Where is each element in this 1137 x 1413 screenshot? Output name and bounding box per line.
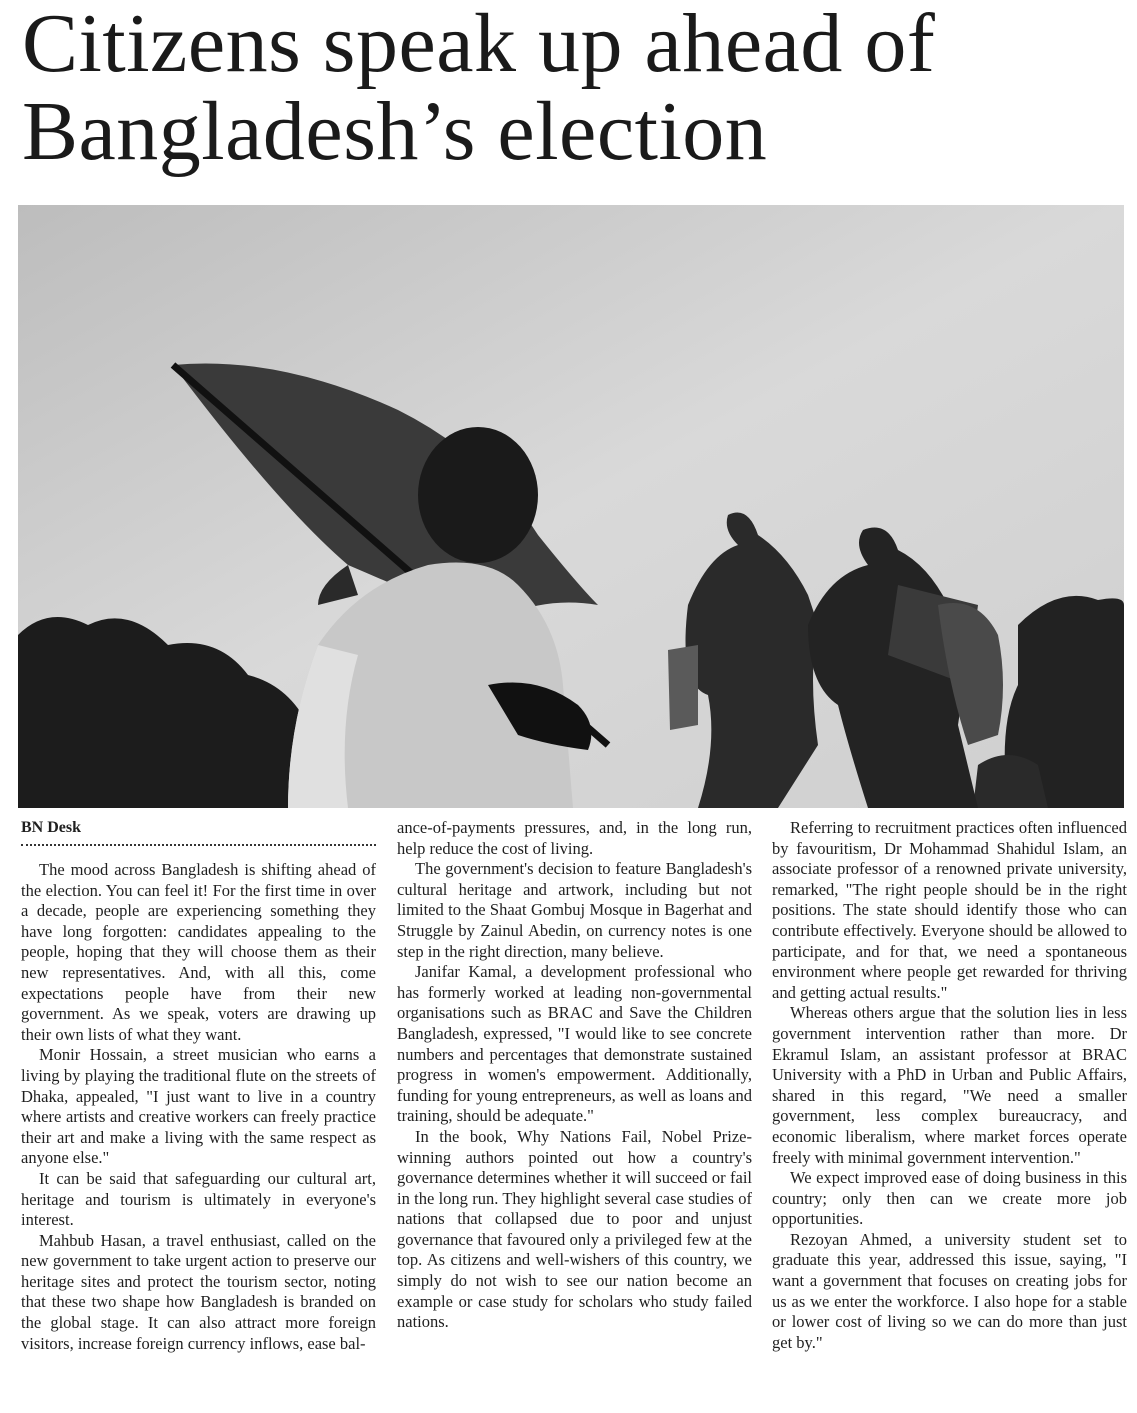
paragraph: Whereas others argue that the solution lies in less government intervention rather than more. Dr Ekramul Islam, an assistant professor at BRAC University with a PhD in Urban and Public Affairs, shared in this regard, "We need a smaller government, less complex bureaucracy, and economic liberalism, where market forces operate freely with minimal government intervention."	[772, 1003, 1127, 1167]
paragraph: Janifar Kamal, a development professional who has formerly worked at leading non-governmental organisations such as BRAC and Save the Children Bangladesh, expressed, "I would like to see concrete numbers and percentages that demonstrate sustained progress in women's empowerment. Additionally, funding for young entrepreneurs, as well as loans and training, should be adequate."	[397, 962, 752, 1126]
paragraph: Mahbub Hasan, a travel enthusiast, called on the new government to take urgent action to preserve our heritage sites and protect the tourism sector, noting that these two shape how Bangladesh is branded on the global stage. It can also attract more foreign visitors, increase foreign currency inflows, ease bal-	[21, 1230, 376, 1353]
paragraph: Rezoyan Ahmed, a university student set to graduate this year, addressed this issue, saying, "I want a government that focuses on creating jobs for us as we enter the workforce. I also hope for a stable or lower cost of living so we can do more than just get by."	[772, 1229, 1127, 1352]
paragraph: In the book, Why Nations Fail, Nobel Prize-winning authors pointed out how a country's governance determines whether it will succeed or fail in the long run. They highlight several case studies of nations that collapsed due to poor and unjust governance that favoured only a privileged few at the top. As citizens and well-wishers of this country, we simply do not wish to see our nation become an example or case study for scholars who study failed nations.	[397, 1126, 752, 1332]
lead-photo	[18, 205, 1124, 808]
column-2	[397, 818, 752, 1333]
paragraph: The mood across Bangladesh is shifting ahead of the election. You can feel it! For the first time in over a decade, people are experiencing something they have long forgotten: candidates appealing to the people, hoping that they will choose them as their new representatives. And, with all this, come expectations people have from their new government. As we speak, voters are drawing up their own lists of what they want.	[21, 860, 376, 1044]
byline: BN Desk	[21, 818, 376, 846]
headline: Citizens speak up ahead of Bangladesh’s election	[22, 0, 936, 178]
paragraph: It can be said that safeguarding our cultural art, heritage and tourism is ultimately in everyone's interest.	[21, 1168, 376, 1230]
paragraph: ance-of-payments pressures, and, in the long run, help reduce the cost of living.	[397, 818, 752, 858]
paragraph: Referring to recruitment practices often influenced by favouritism, Dr Mohammad Shahidul Islam, an associate professor of a renowned private university, remarked, "The right people should be in the right positions. The state should identify those who can contribute effectively. Everyone should be allowed to participate, and for that, we need a spontaneous environment where people get rewarded for thriving and getting actual results."	[772, 818, 1127, 1002]
column-1	[21, 812, 376, 1354]
paragraph: We expect improved ease of doing business in this country; only then can we create more job opportunities.	[772, 1168, 1127, 1229]
paragraph: The government's decision to feature Bangladesh's cultural heritage and artwork, including but not limited to the Shaat Gombuj Mosque in Bagerhat and Struggle by Zainul Abedin, on currency notes is one step in the right direction, many believe.	[397, 859, 752, 961]
paragraph: Monir Hossain, a street musician who earns a living by playing the traditional flute on the streets of Dhaka, appealed, "I just want to live in a country where artists and creative workers can freely practice their art and make a living with the same respect as anyone else."	[21, 1045, 376, 1168]
column-3	[772, 818, 1127, 1353]
